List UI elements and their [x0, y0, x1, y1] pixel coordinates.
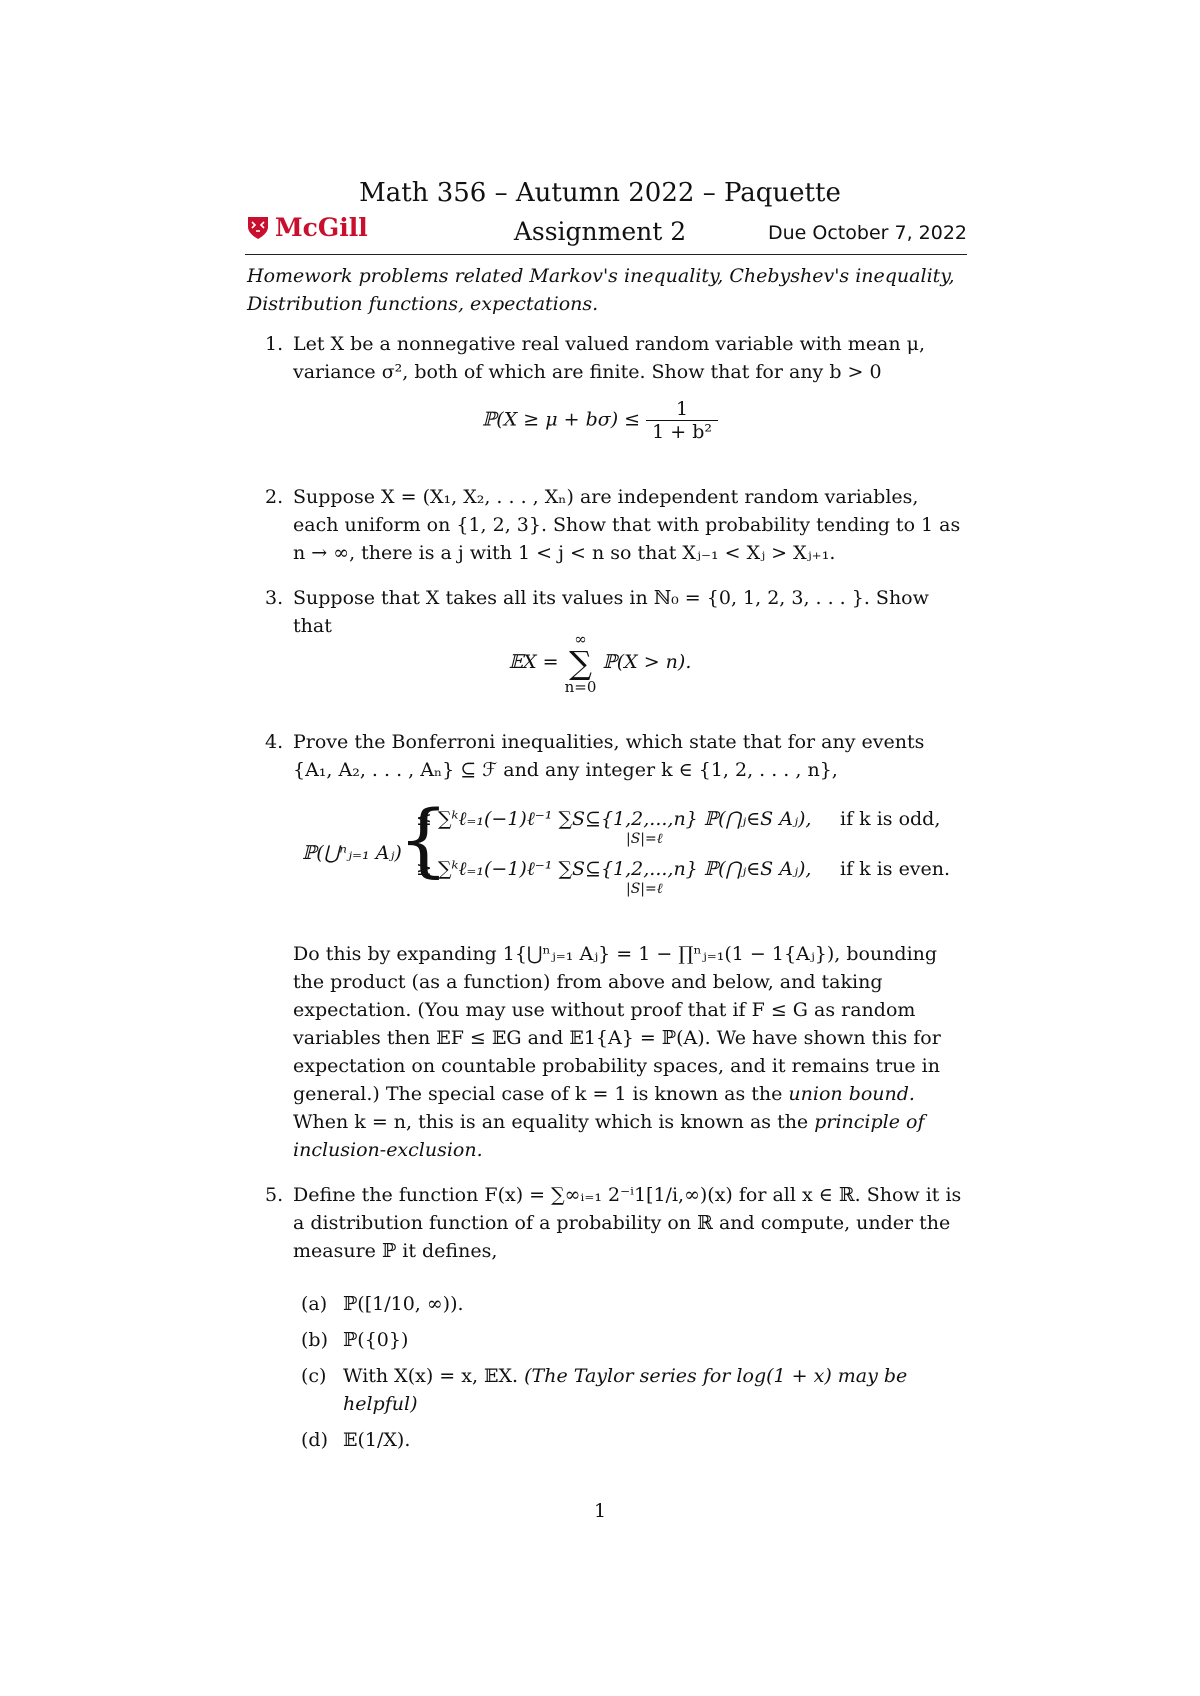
problem-text-2	[293, 940, 967, 1164]
text-segment: Do this by expanding 1{⋃ⁿⱼ₌₁ Aⱼ} = 1 − ∏ⁿⱼ₌₁(1 − 1{Aⱼ}), bounding the product (as a function) from above and below, and taking expectation. (You may use without proof that if F ≤ G as random variables then 𝔼F ≤ 𝔼G and 𝔼1{A} = ℙ(A). We have shown this for expectation on countable probability spaces, and it remains true in general.) The special case of k = 1 is known as the	[293, 943, 941, 1105]
problem-1	[247, 330, 967, 386]
subitem-text: ℙ({0})	[343, 1329, 409, 1351]
subitem-label: (b)	[301, 1329, 328, 1351]
text-segment: When k = n, this is an equality which is known as the	[293, 1111, 809, 1133]
problem-text: Let X be a nonnegative real valued random variable with mean μ, variance σ², both of which are finite. Show that for any b > 0	[293, 333, 926, 383]
subitem-hint: (The Taylor series for log(1 + x) may be helpful)	[343, 1365, 908, 1415]
case-subscript: |S|=ℓ	[626, 831, 663, 847]
problem-2	[247, 483, 967, 567]
page-number: 1	[593, 1500, 607, 1522]
subitem-b	[293, 1326, 973, 1354]
subitem-text	[343, 1362, 973, 1418]
due-date: Due October 7, 2022	[768, 222, 967, 244]
equation-1	[0, 398, 1200, 443]
problem-number: 3.	[265, 587, 284, 609]
problem-4-continued	[247, 940, 967, 1164]
subitem-text: 𝔼(1/X).	[343, 1429, 411, 1451]
subitem-label: (c)	[301, 1365, 327, 1387]
case-formula: ≥ ∑ᵏℓ₌₁(−1)ℓ⁻¹ ∑S⊆{1,2,...,n} ℙ(⋂ⱼ∈S Aⱼ),	[416, 858, 812, 880]
subitem-main: With X(x) = x, 𝔼X.	[343, 1365, 519, 1387]
numerator: 1	[646, 398, 718, 421]
sum-symbol: ∑	[569, 644, 592, 682]
problem-number: 5.	[265, 1184, 284, 1206]
subitem-label: (a)	[301, 1293, 328, 1315]
subitem-label: (d)	[301, 1429, 328, 1451]
summation	[565, 630, 597, 696]
problem-text: Prove the Bonferroni inequalities, which state that for any events {A₁, A₂, . . . , Aₙ} ⊆ ℱ and any integer k ∈ {1, 2, . . . , n},	[293, 731, 925, 781]
bonferroni-lhs: ℙ(⋃ⁿⱼ₌₁ Aⱼ)	[302, 842, 402, 864]
logo-text: McGill	[275, 213, 368, 242]
problem-number: 4.	[265, 731, 284, 753]
problem-number: 2.	[265, 486, 284, 508]
term-inclusion-exclusion: principle of inclusion-exclusion.	[293, 1111, 925, 1161]
case-odd	[416, 808, 976, 848]
subitem-c	[293, 1362, 973, 1418]
case-even	[416, 858, 976, 898]
problem-number: 1.	[265, 333, 284, 355]
problem-4	[247, 728, 967, 784]
header-divider	[245, 254, 967, 255]
problem-text: Define the function F(x) = ∑∞ᵢ₌₁ 2⁻ⁱ1[1/i,∞)(x) for all x ∈ ℝ. Show it is a distribution function of a probability on ℝ and compute, under the measure ℙ it defines,	[293, 1184, 962, 1262]
intro-text: Homework problems related Markov's inequality, Chebyshev's inequality, Distribution functions, expectations.	[247, 265, 955, 315]
fraction	[646, 398, 718, 443]
subitem-d	[293, 1426, 973, 1454]
case-subscript: |S|=ℓ	[626, 881, 663, 897]
subitem-a	[293, 1290, 973, 1318]
subitem-text: ℙ([1/10, ∞)).	[343, 1293, 464, 1315]
equation-rhs: ℙ(X > n).	[602, 651, 692, 673]
equation-lhs: 𝔼X =	[508, 651, 559, 673]
course-title: Math 356 – Autumn 2022 – Paquette	[359, 178, 841, 208]
left-brace: {	[398, 793, 449, 886]
problem-5	[247, 1181, 967, 1265]
case-condition: if k is odd,	[840, 808, 941, 830]
problem-text: Suppose that X takes all its values in ℕ₀ = {0, 1, 2, 3, . . . }. Show that	[293, 587, 929, 637]
problem-text: Suppose X = (X₁, X₂, . . . , Xₙ) are independent random variables, each uniform on {1, 2, 3}. Show that with probability tending to 1 as n → ∞, there is a j with 1 < j < n so that Xⱼ₋₁ < Xⱼ > Xⱼ₊₁.	[293, 486, 961, 564]
case-condition: if k is even.	[840, 858, 951, 880]
equation-3	[0, 630, 1200, 696]
equation-lhs: ℙ(X ≥ μ + bσ) ≤	[482, 408, 641, 431]
term-union-bound: union bound.	[788, 1083, 915, 1105]
sum-upper: ∞	[574, 630, 587, 648]
assignment-title: Assignment 2	[513, 217, 687, 246]
sum-lower: n=0	[564, 678, 597, 696]
denominator: 1 + b²	[652, 421, 712, 443]
case-formula: ≤ ∑ᵏℓ₌₁(−1)ℓ⁻¹ ∑S⊆{1,2,...,n} ℙ(⋂ⱼ∈S Aⱼ),	[416, 808, 812, 830]
